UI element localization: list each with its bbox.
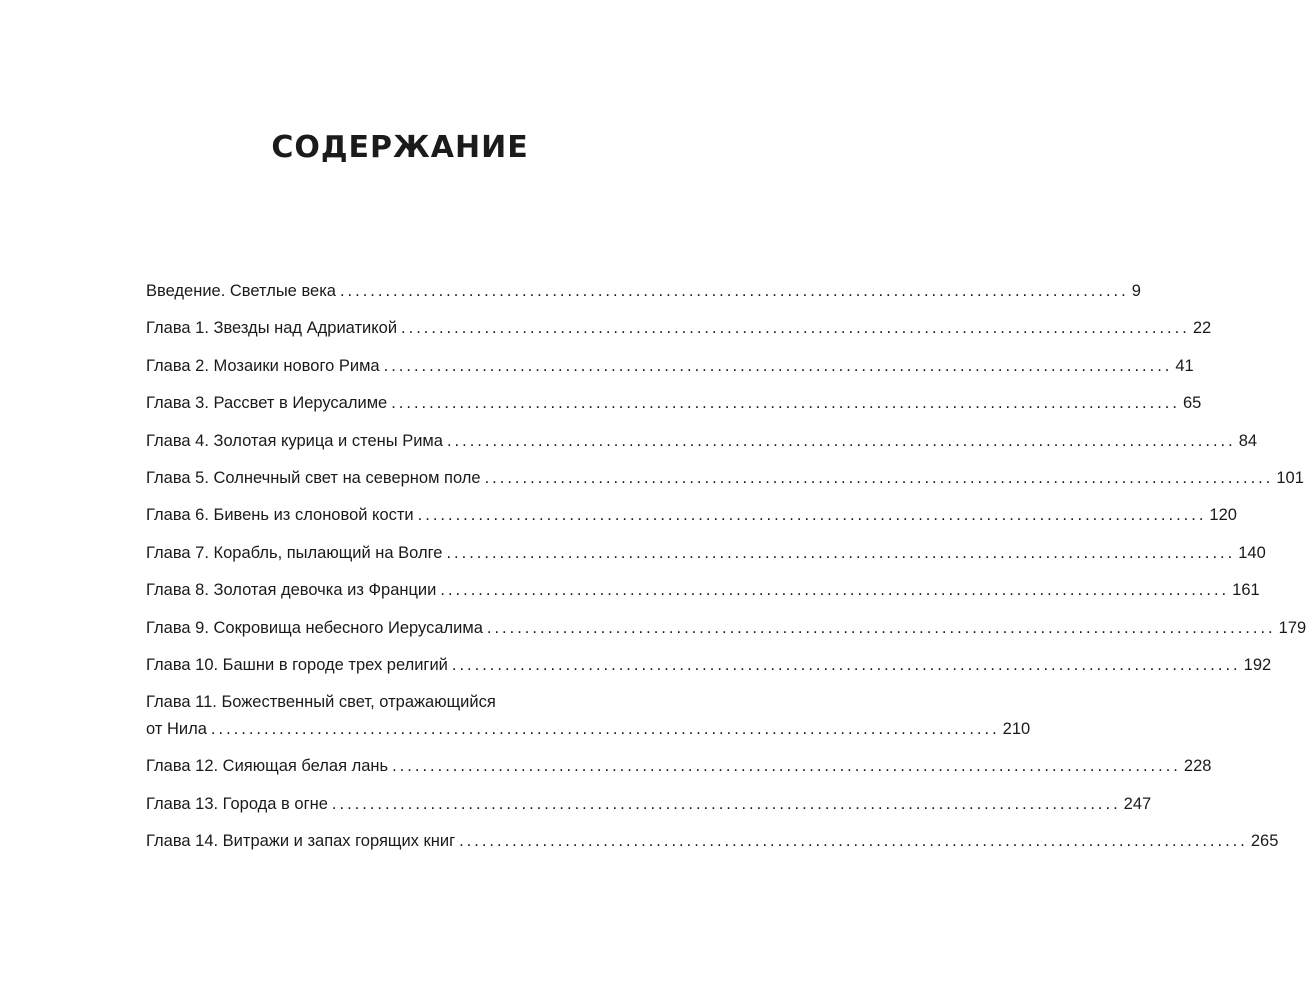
toc-page-number: 84: [1238, 431, 1258, 450]
toc-page-number: 65: [1182, 394, 1202, 413]
dot-leader: ........................................................................................................: [391, 394, 1180, 413]
toc-entry-label: Глава 6. Бивень из слоновой кости: [146, 506, 414, 525]
toc-entry-chapter-2[interactable]: [146, 353, 1194, 390]
toc-page-number: 41: [1175, 356, 1194, 375]
toc-entry-label: Глава 14. Витражи и запах горящих книг: [146, 832, 456, 851]
dot-leader: ........................................................................................................: [446, 543, 1236, 562]
toc-page-number: 265: [1250, 832, 1279, 851]
toc-entry-chapter-1[interactable]: [146, 315, 1212, 352]
toc-entry-label: Глава 5. Солнечный свет на северном поле: [146, 468, 481, 487]
toc-entry-label-line-2: от Нила: [146, 720, 207, 739]
toc-entry-chapter-13[interactable]: [146, 791, 1152, 828]
toc-entry-label: Глава 10. Башни в городе трех религий: [146, 655, 448, 674]
table-of-contents: [146, 278, 1306, 865]
toc-entry-label: Глава 3. Рассвет в Иерусалиме: [146, 394, 388, 413]
dot-leader: ........................................................................................................: [210, 720, 1000, 739]
dot-leader: ........................................................................................................: [383, 356, 1173, 375]
dot-leader: ........................................................................................................: [446, 431, 1236, 450]
toc-page-number: 161: [1232, 581, 1260, 600]
toc-entry-chapter-12[interactable]: [146, 753, 1212, 790]
dot-leader: ........................................................................................................: [440, 581, 1230, 600]
dot-leader: ........................................................................................................: [484, 468, 1274, 487]
toc-entry-chapter-14[interactable]: [146, 828, 1279, 865]
dot-leader: ........................................................................................................: [486, 618, 1276, 637]
toc-page-number: 179: [1278, 618, 1306, 637]
toc-page-number: 210: [1002, 720, 1031, 739]
toc-page-number: 228: [1183, 757, 1212, 776]
toc-entry-chapter-10[interactable]: [146, 652, 1272, 689]
dot-leader: ........................................................................................................: [417, 506, 1207, 525]
toc-page-number: 9: [1131, 282, 1141, 300]
toc-entry-label: Глава 7. Корабль, пылающий на Волге: [146, 543, 443, 562]
toc-entry-chapter-5[interactable]: [146, 465, 1304, 502]
toc-entry-label: Глава 1. Звезды над Адриатикой: [146, 319, 398, 338]
toc-entry-label-line-1: Глава 11. Божественный свет, отражающийся: [146, 693, 496, 712]
toc-entry-introduction[interactable]: [146, 278, 1141, 315]
toc-page-number: 120: [1209, 506, 1237, 525]
toc-entry-chapter-4[interactable]: [146, 428, 1258, 465]
toc-entry-label: Глава 9. Сокровища небесного Иерусалима: [146, 618, 483, 637]
toc-entry-label: Глава 2. Мозаики нового Рима: [146, 356, 380, 375]
page-title: СОДЕРЖАНИЕ: [271, 130, 529, 165]
dot-leader: ........................................................................................................: [401, 319, 1190, 338]
dot-leader: ........................................................................................................: [392, 757, 1181, 776]
toc-entry-label: Введение. Светлые века: [146, 282, 336, 300]
toc-page-number: 247: [1123, 794, 1152, 813]
toc-entry-chapter-7[interactable]: [146, 540, 1266, 577]
toc-entry-chapter-3[interactable]: [146, 390, 1202, 427]
toc-page-number: 140: [1238, 543, 1266, 562]
toc-page-number: 101: [1276, 468, 1304, 487]
dot-leader: ........................................................................................................: [331, 794, 1121, 813]
dot-leader: ........................................................................................................: [339, 282, 1129, 300]
toc-entry-chapter-6[interactable]: [146, 502, 1237, 539]
toc-entry-label: Глава 8. Золотая девочка из Франции: [146, 581, 437, 600]
toc-entry-chapter-9[interactable]: [146, 615, 1306, 652]
toc-entry-label: Глава 13. Города в огне: [146, 794, 328, 813]
toc-page-number: 22: [1192, 319, 1212, 338]
dot-leader: ........................................................................................................: [459, 832, 1248, 851]
dot-leader: ........................................................................................................: [451, 655, 1241, 674]
toc-entry-label: Глава 12. Сияющая белая лань: [146, 757, 389, 776]
toc-entry-label: Глава 4. Золотая курица и стены Рима: [146, 431, 443, 450]
toc-entry-chapter-8[interactable]: [146, 577, 1260, 614]
toc-entry-chapter-11[interactable]: [146, 689, 1031, 753]
toc-page-number: 192: [1243, 655, 1272, 674]
